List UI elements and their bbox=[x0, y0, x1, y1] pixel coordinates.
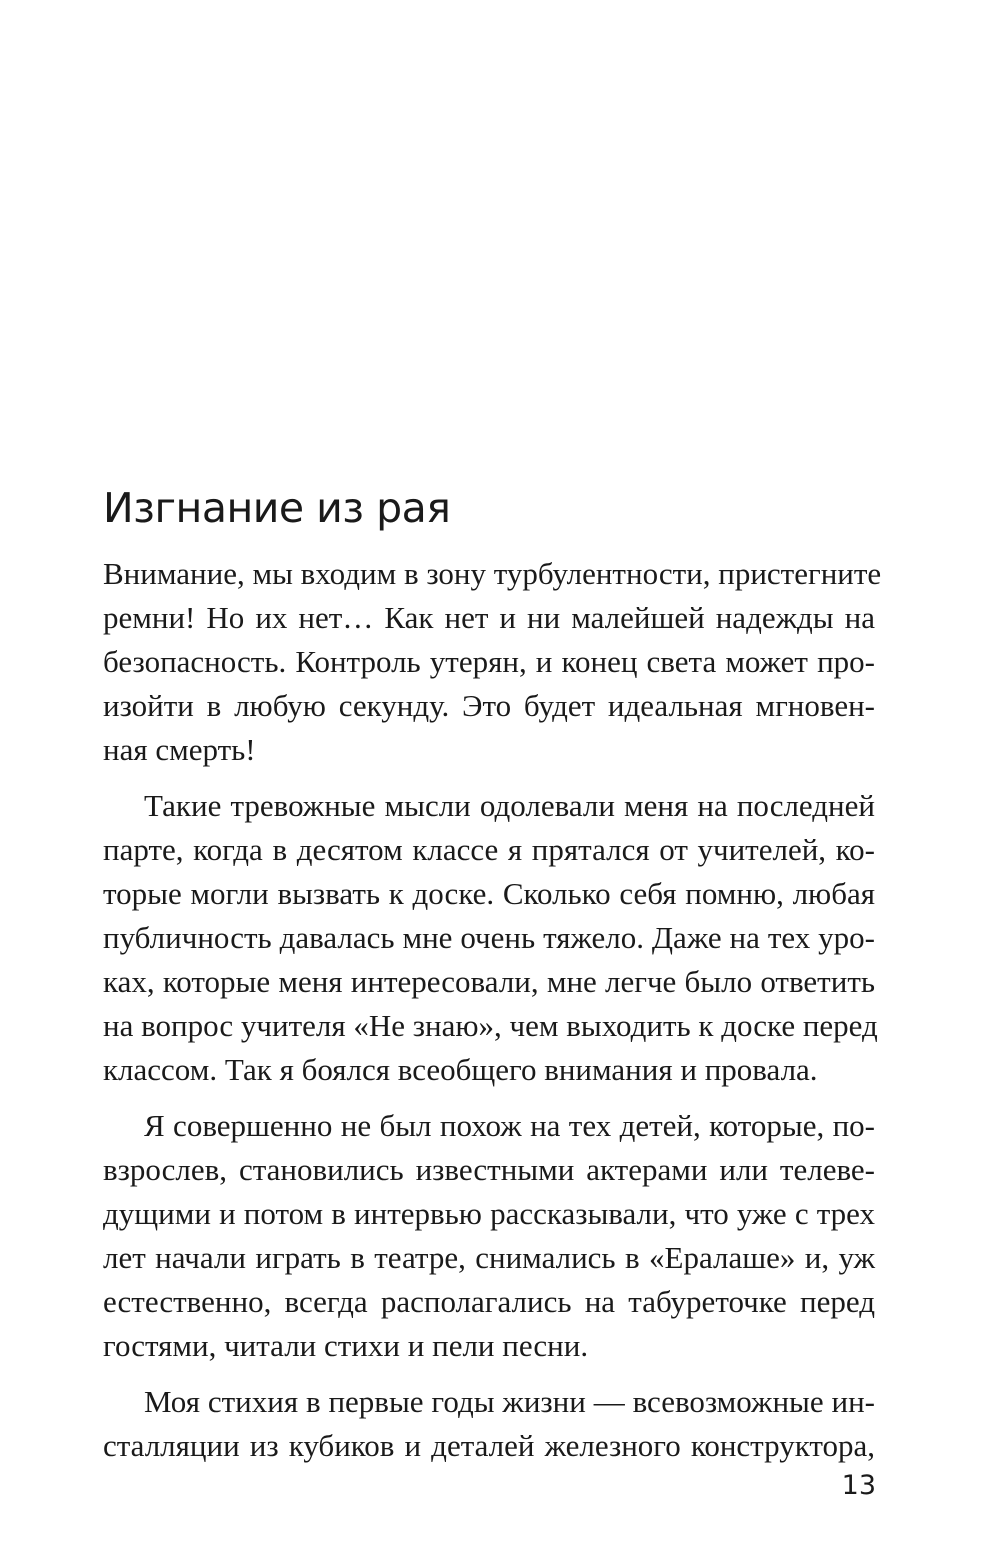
text-line: ремни! Но их нет… Как нет и ни малейшей надежды на bbox=[103, 600, 875, 635]
text-line: торые могли вызвать к доске. Сколько себя помню, любая bbox=[103, 876, 875, 911]
text-line: сталляции из кубиков и деталей железного конструктора, bbox=[103, 1428, 875, 1463]
page-number: 13 bbox=[841, 1470, 876, 1501]
paragraph-1 bbox=[103, 552, 882, 772]
text-line: безопасность. Контроль утерян, и конец света может про- bbox=[103, 644, 875, 679]
text-line: Такие тревожные мысли одолевали меня на последней bbox=[144, 788, 875, 823]
text-line: классом. Так я боялся всеобщего внимания и провала. bbox=[103, 1052, 818, 1087]
text-line: ная смерть! bbox=[103, 732, 256, 767]
text-line: гостями, читали стихи и пели песни. bbox=[103, 1328, 589, 1363]
paragraph-2 bbox=[103, 784, 878, 1092]
chapter-title: Изгнание из рая bbox=[103, 484, 451, 532]
text-line: на вопрос учителя «Не знаю», чем выходить к доске перед bbox=[103, 1008, 878, 1043]
text-line: Моя стихия в первые годы жизни — всевозможные ин- bbox=[144, 1384, 875, 1419]
text-line: лет начали играть в театре, снимались в «Ералаше» и, уж bbox=[103, 1240, 875, 1275]
text-line: парте, когда в десятом классе я прятался от учителей, ко- bbox=[103, 832, 875, 867]
text-line: изойти в любую секунду. Это будет идеальная мгновен- bbox=[103, 688, 875, 723]
text-line: взрослев, становились известными актерами или телеве- bbox=[103, 1152, 875, 1187]
text-line: дущими и потом в интервью рассказывали, что уже с трех bbox=[103, 1196, 875, 1231]
paragraph-4 bbox=[103, 1380, 875, 1468]
text-line: публичность давалась мне очень тяжело. Даже на тех уро- bbox=[103, 920, 875, 955]
paragraph-3 bbox=[103, 1104, 875, 1368]
text-line: Внимание, мы входим в зону турбулентности, пристегните bbox=[103, 556, 882, 591]
text-line: ках, которые меня интересовали, мне легче было ответить bbox=[103, 964, 875, 999]
body-text bbox=[103, 552, 882, 1480]
text-line: естественно, всегда располагались на табуреточке перед bbox=[103, 1284, 875, 1319]
text-line: Я совершенно не был похож на тех детей, которые, по- bbox=[144, 1108, 875, 1143]
